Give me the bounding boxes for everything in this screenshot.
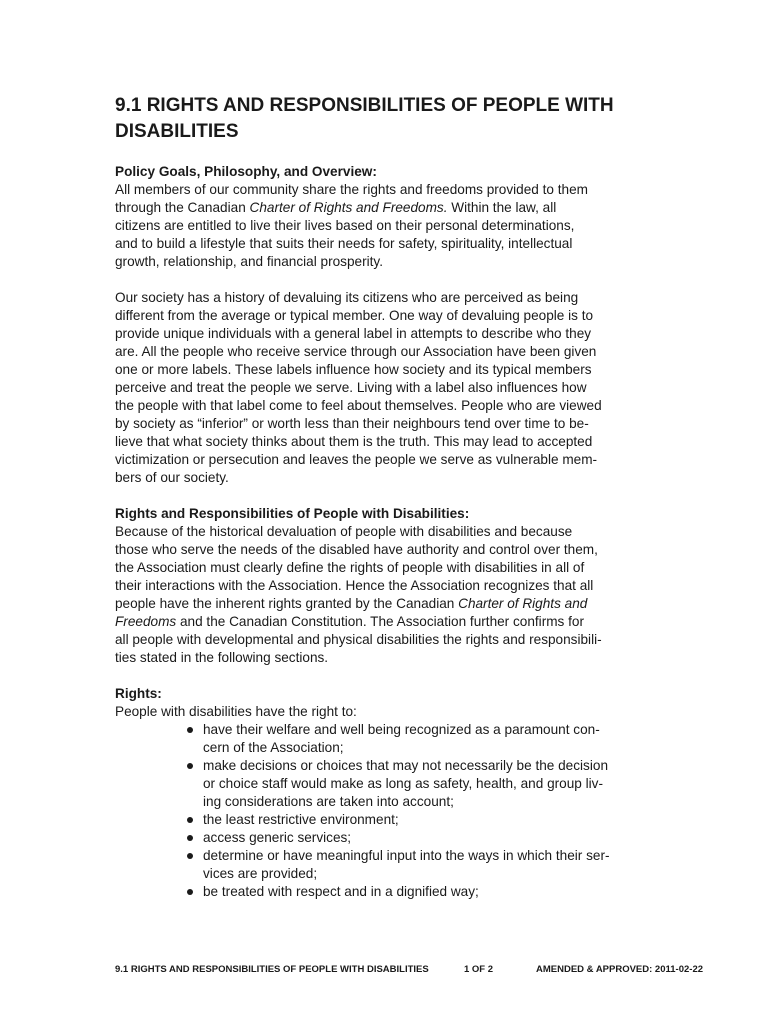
rights-list bbox=[115, 721, 660, 901]
list-item-text: access generic services; bbox=[203, 830, 352, 845]
list-item bbox=[186, 883, 660, 901]
responsibilities-text-a: Because of the historical devaluation of people with disabilities and because those who serve the needs of the disabled have authority and control over them, the Association must clearly define the rights of people with disabilities in all of their interactions with the Association. Hence the Association recognizes that all people have the inherent rights granted by the Canadian bbox=[115, 524, 598, 611]
bullet-icon bbox=[187, 835, 193, 841]
paragraph-spacer bbox=[115, 667, 660, 685]
document-body bbox=[115, 93, 660, 901]
list-item-text: determine or have meaningful input into the ways in which their ser- vices are provided; bbox=[203, 848, 610, 881]
charter-italic: Charter of Rights and Freedoms. bbox=[249, 200, 448, 215]
policy-paragraph-1 bbox=[115, 181, 660, 271]
policy-paragraph-2: Our society has a history of devaluing its citizens who are perceived as being different from the average or typical member. One way of devaluing people is to provide unique individuals with a general label in attempts to describe who they are. All the people who receive service through our Association have been given one or more labels. These labels influence how society and its typical members perceive and treat the people we serve. Living with a label also influences how the people with that label come to feel about themselves. People who are viewed by society as “inferior” or worth less than their neighbours tend over time to be- lieve that what society thinks about them is the truth. This may lead to accepted victimization or persecution and leaves the people we serve as vulnerable mem- bers of our society. bbox=[115, 290, 602, 485]
list-item bbox=[186, 847, 660, 883]
list-item bbox=[186, 721, 660, 757]
list-item bbox=[186, 829, 660, 847]
bullet-icon bbox=[187, 763, 193, 769]
list-item-text: the least restrictive environment; bbox=[203, 812, 399, 827]
bullet-icon bbox=[187, 853, 193, 859]
responsibilities-text-b: and the Canadian Constitution. The Association further confirms for all people with developmental and physical disabilities the rights and responsibili- ties stated in the following sections. bbox=[115, 614, 602, 665]
footer-page-number: 1 OF 2 bbox=[464, 964, 494, 975]
policy-paragraph-1-text-a: All members of our community share the rights and freedoms provided to them through the Canadian bbox=[115, 182, 588, 215]
responsibilities-paragraph bbox=[115, 523, 660, 667]
policy-paragraph-1-text-b: Within the law, all citizens are entitled to live their lives based on their personal determinations, and to build a lifestyle that suits their needs for safety, spirituality, intellectual growth, relationship, and financial prosperity. bbox=[115, 200, 575, 269]
bullet-icon bbox=[187, 817, 193, 823]
list-item-text: make decisions or choices that may not necessarily be the decision or choice staff would make as long as safety, health, and group liv- ing considerations are taken into account; bbox=[203, 758, 608, 809]
section-heading-policy: Policy Goals, Philosophy, and Overview: bbox=[115, 164, 377, 179]
paragraph-spacer bbox=[115, 487, 660, 505]
footer-title: 9.1 RIGHTS AND RESPONSIBILITIES OF PEOPLE WITH DISABILITIES bbox=[115, 964, 429, 975]
list-item bbox=[186, 811, 660, 829]
bullet-icon bbox=[187, 889, 193, 895]
section-heading-rights: Rights: bbox=[115, 686, 162, 701]
list-item-text: have their welfare and well being recognized as a paramount con- cern of the Association; bbox=[203, 722, 600, 755]
section-heading-responsibilities: Rights and Responsibilities of People with Disabilities: bbox=[115, 506, 470, 521]
bullet-icon bbox=[187, 727, 193, 733]
list-item-text: be treated with respect and in a dignified way; bbox=[203, 884, 479, 899]
document-title: 9.1 RIGHTS AND RESPONSIBILITIES OF PEOPLE WITH DISABILITIES bbox=[115, 95, 614, 142]
rights-intro: People with disabilities have the right to: bbox=[115, 704, 357, 719]
footer-amended-date: AMENDED & APPROVED: 2011-02-22 bbox=[536, 964, 704, 975]
paragraph-spacer bbox=[115, 271, 660, 289]
charter-italic: Charter of Rights and Freedoms bbox=[115, 596, 588, 629]
list-item bbox=[186, 757, 660, 811]
